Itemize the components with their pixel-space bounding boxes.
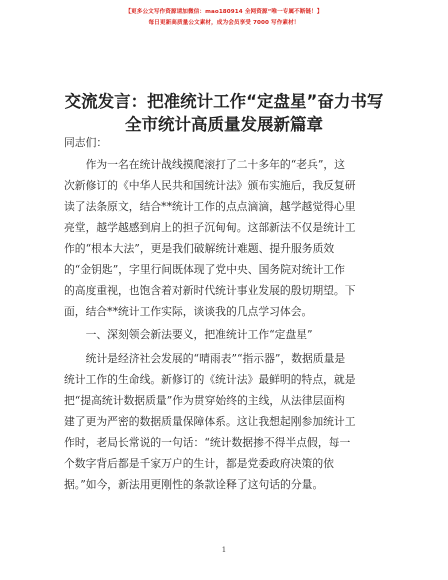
body-line: 的“金钥匙”，字里行间既体现了党中央、国务院对统计工作 xyxy=(64,263,345,276)
body-line: 统计工作的生命线。新修订的《统计法》最鲜明的特点，就是 xyxy=(64,373,356,386)
body-line: 个数字背后都是千家万户的生计，都是党委政府决策的依 xyxy=(64,457,334,470)
body-line: 作为一名在统计战线摸爬滚打了二十多年的“老兵”，这 xyxy=(64,158,345,171)
body-line: 的高度重视，也饱含着对新时代统计事业发展的殷切期望。下 xyxy=(64,284,356,297)
body-line: 作的“根本大法”，更是我们破解统计难题、提升服务质效 xyxy=(64,242,335,255)
document-body xyxy=(64,135,384,491)
body-line: 建了更为严密的数据质量保障体系。这让我想起刚参加统计工 xyxy=(64,415,356,428)
body-line: 据。”如今，新法用更刚性的条款诠释了这句话的分量。 xyxy=(64,478,324,491)
body-line: 亮堂，越学越感到肩上的担子沉甸甸。这部新法不仅是统计工 xyxy=(64,221,356,234)
promo-banner-line-1: 【更多公文写作资源请加微信：mao180914 全网资源“唯一专属不断链！】 xyxy=(125,9,323,15)
document-title-line-1: 交流发言：把准统计工作“定盘星”奋力书写 xyxy=(64,92,384,111)
body-line: 作时，老局长常说的一句话：“统计数据掺不得半点假，每一 xyxy=(64,436,351,449)
promo-banner-line-2: 每日更新高质量公文素材，成为会员享受 7000 写作素材！ xyxy=(148,20,300,26)
body-line: 统计是经济社会发展的“晴雨表”“指示器”，数据质量是 xyxy=(64,352,346,365)
document-title-line-2: 全市统计高质量发展新篇章 xyxy=(125,115,323,134)
section-heading: 一、深刻领会新法要义，把准统计工作“定盘星” xyxy=(64,328,313,341)
body-line: 读了法条原文，结合**统计工作的点点滴滴，越学越觉得心里 xyxy=(64,200,356,213)
body-line: 把“提高统计数据质量”作为贯穿始终的主线，从法律层面构 xyxy=(64,394,345,407)
body-line: 同志们： xyxy=(64,136,108,149)
body-line: 次新修订的《中华人民共和国统计法》颁布实施后，我反复研 xyxy=(64,179,356,192)
body-line: 面，结合**统计工作实际，谈谈我的几点学习体会。 xyxy=(64,305,313,318)
page-number: 1 xyxy=(221,546,227,554)
